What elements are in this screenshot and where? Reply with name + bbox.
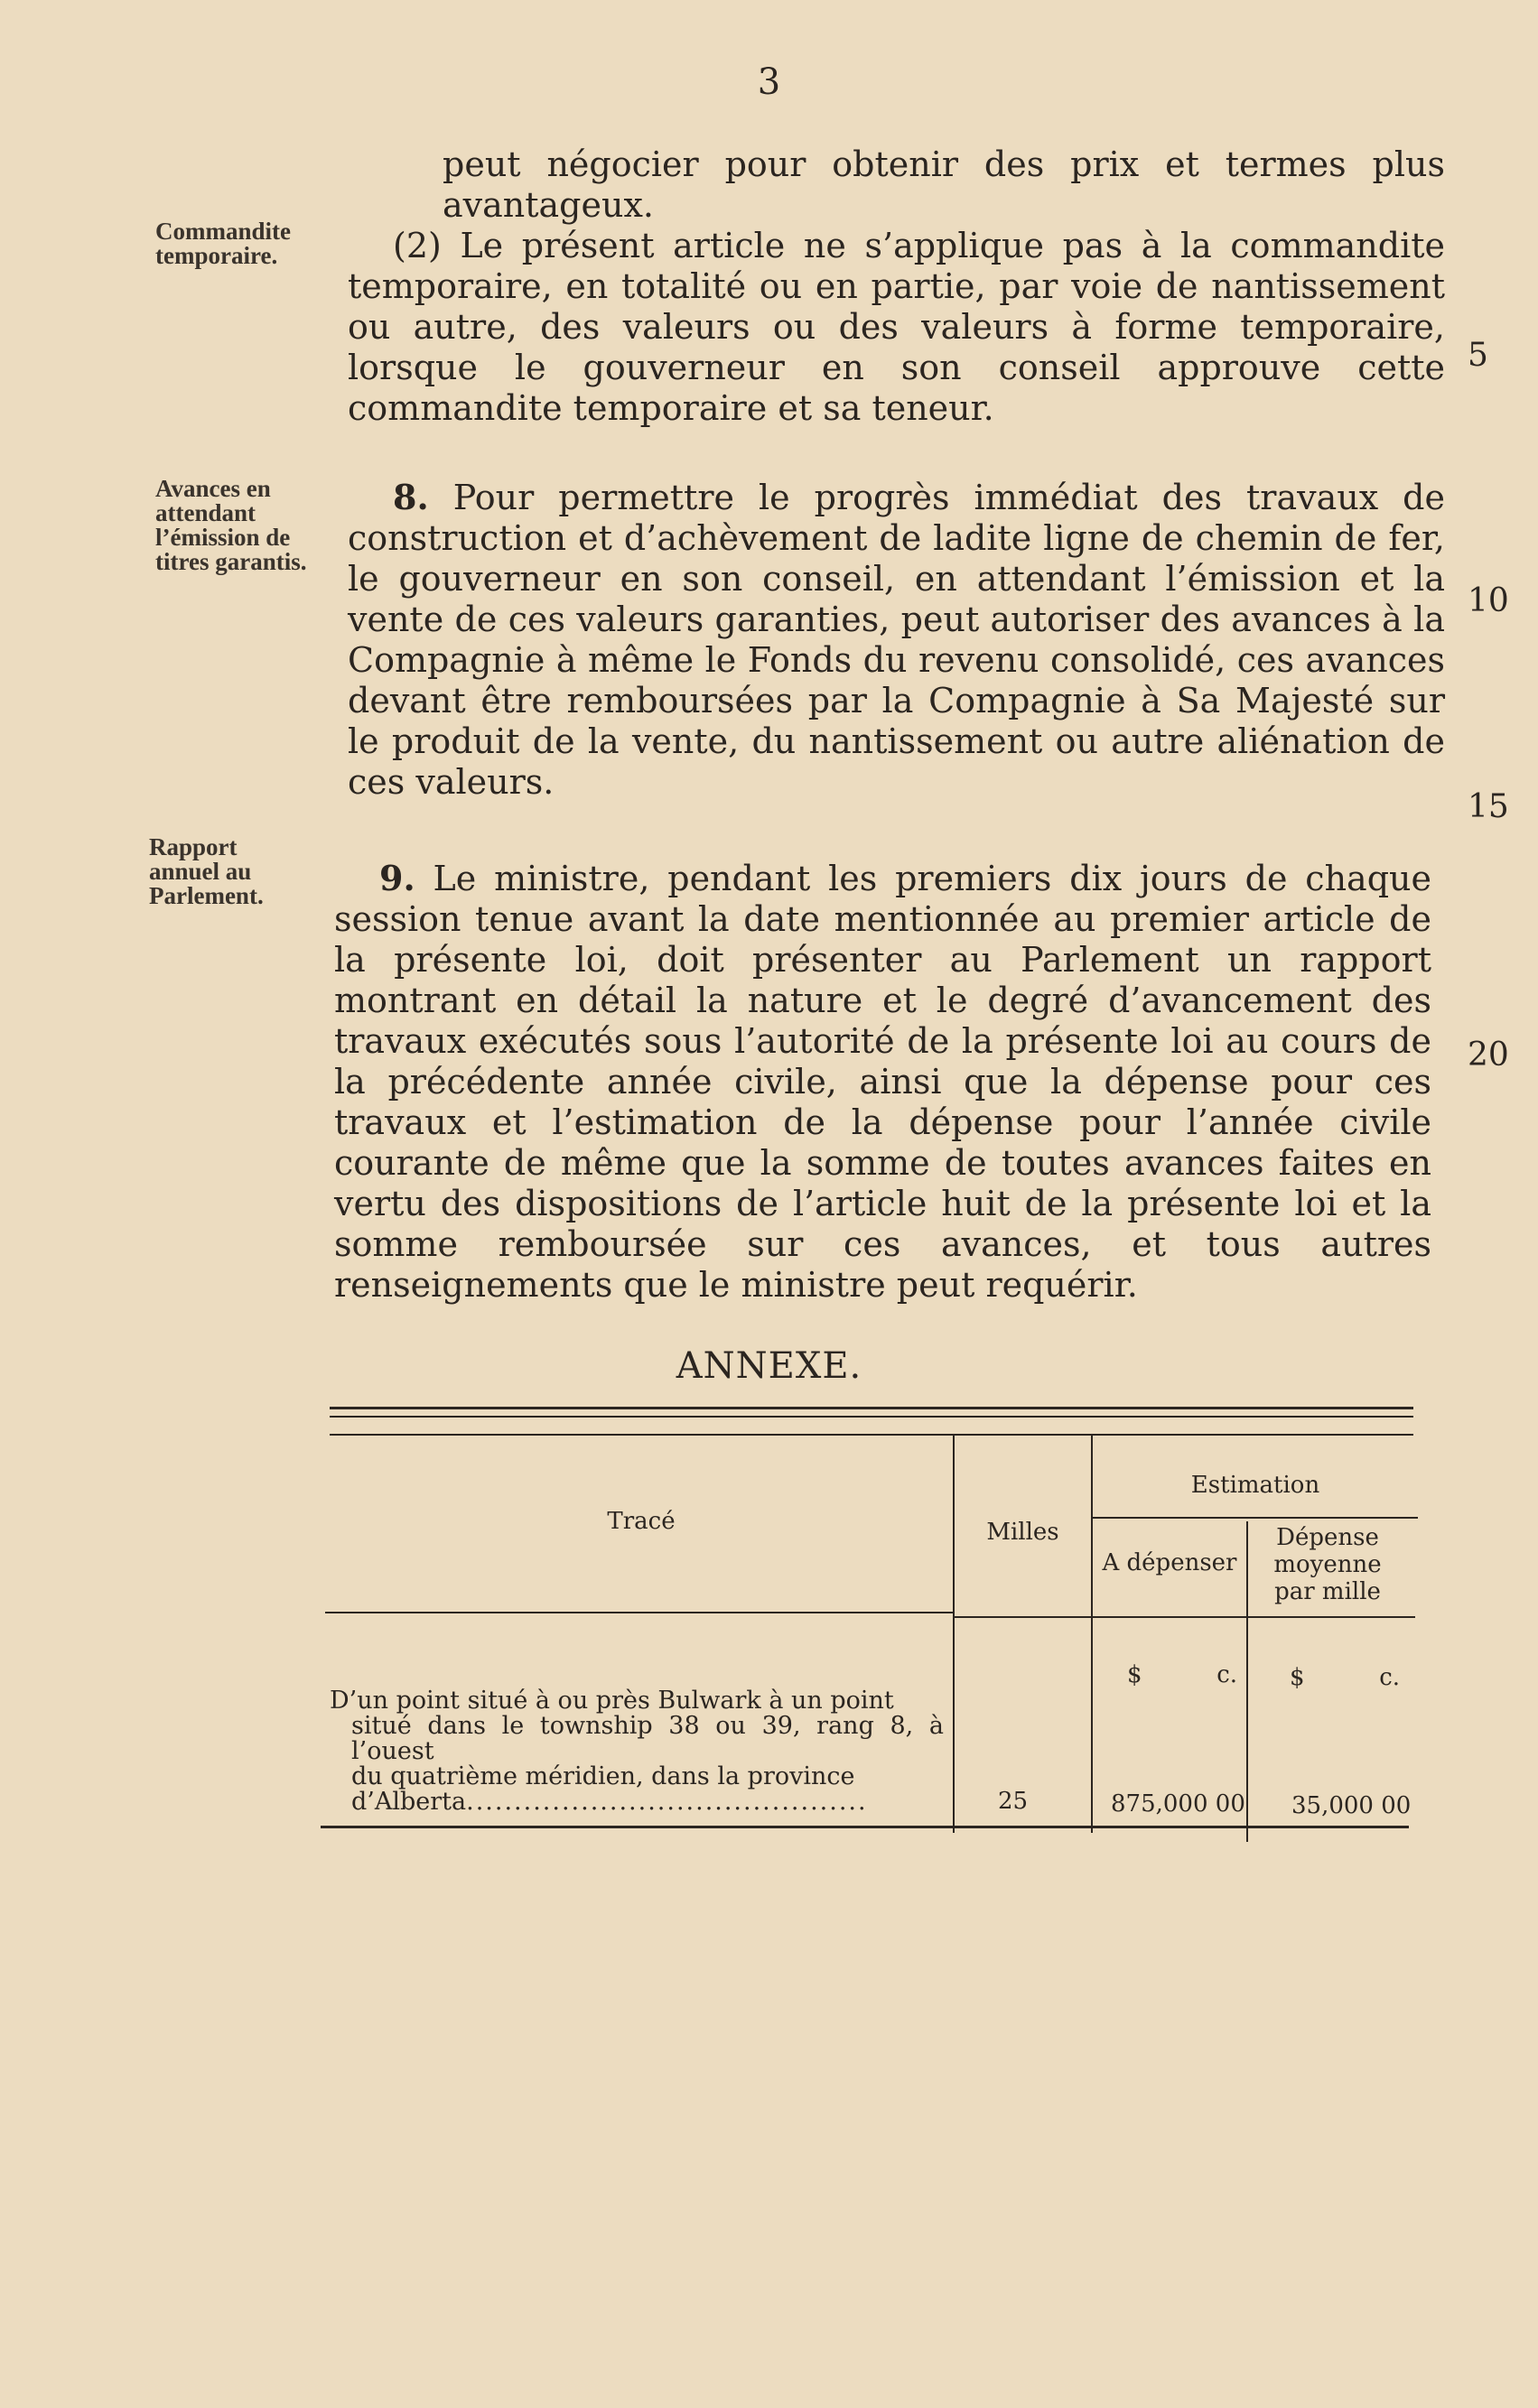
- page-number: 3: [757, 61, 781, 103]
- section-number-8: 8.: [393, 477, 429, 517]
- header-estimate: Estimation: [1190, 1472, 1320, 1499]
- margin-note-commandite: Commandite temporaire.: [155, 218, 291, 269]
- value-avg-per-mile: 35,000 00: [1291, 1792, 1412, 1819]
- route-description: D’un point situé à ou près Bulwark à un point situé dans le township 38 ou 39, rang 8, à l’ouest du quatrième méridien, dans la province d’Alberta..........................................: [330, 1687, 944, 1816]
- table-header-rule-right: [955, 1616, 1415, 1618]
- header-avg-per-mile: Dépense moyenne par mille: [1273, 1524, 1382, 1605]
- line-number-10: 10: [1468, 582, 1509, 619]
- table-top-rule-2: [330, 1416, 1413, 1418]
- header-to-spend: A dépenser: [1102, 1549, 1237, 1576]
- table-top-rule-3: [330, 1434, 1413, 1436]
- margin-note-rapport: Rapport annuel au Parlement.: [149, 833, 264, 909]
- table-col-rule-3: [1246, 1521, 1248, 1842]
- unit-avg-per-mile: $ c.: [1290, 1664, 1401, 1691]
- table-header-rule-left: [325, 1612, 953, 1613]
- annex-title: ANNEXE.: [676, 1345, 862, 1387]
- table-col-rule-1: [953, 1436, 955, 1833]
- value-miles: 25: [998, 1788, 1029, 1815]
- table-top-rule: [330, 1407, 1413, 1409]
- header-miles: Milles: [986, 1519, 1059, 1546]
- unit-to-spend: $ c.: [1127, 1661, 1238, 1688]
- paragraph-section-8: 8. Pour permettre le progrès immédiat des travaux de construction et d’achèvement de ladite ligne de chemin de fer, le gouverneur en son conseil, en attendant l’émission et la vente de ces valeurs garanties, peut autoriser des avances à la Compagnie à même le Fonds du revenu consolidé, ces avances devant être remboursées par la Compagnie à Sa Majesté sur le produit de la vente, du nantissement ou autre aliénation de ces valeurs.: [348, 477, 1445, 802]
- header-route: Tracé: [607, 1508, 676, 1535]
- value-to-spend: 875,000 00: [1111, 1790, 1245, 1818]
- section-number-9: 9.: [379, 858, 415, 898]
- line-number-5: 5: [1468, 337, 1488, 374]
- paragraph-section-9: 9. Le ministre, pendant les premiers dix jours de chaque session tenue avant la date mentionnée au premier article de la présente loi, doit présenter au Parlement un rapport montrant en détail la nature et le degré d’avancement des travaux exécutés sous l’autorité de la présente loi au cours de la précédente année civile, ainsi que la dépense pour ces travaux et l’estimation de la dépense pour l’année civile courante de même que la somme de toutes avances faites en vertu des dispositions de l’article huit de la présente loi et la somme remboursée sur ces avances, et tous autres renseignements que le ministre peut requérir.: [334, 858, 1431, 1305]
- table-bottom-rule: [321, 1826, 1409, 1828]
- line-number-20: 20: [1468, 1037, 1509, 1074]
- table-estimate-rule: [1091, 1517, 1418, 1519]
- paragraph-continuation: peut négocier pour obtenir des prix et termes plus avantageux.: [443, 144, 1445, 225]
- margin-note-avances: Avances en attendant l’émission de titres garantis.: [155, 475, 307, 575]
- line-number-15: 15: [1468, 788, 1509, 825]
- paragraph-subsection-2: (2) Le présent article ne s’applique pas à la commandite temporaire, en totalité ou en partie, par voie de nantissement ou autre, des valeurs ou des valeurs à forme temporaire, lorsque le gouverneur en son conseil approuve cette commandite temporaire et sa teneur.: [348, 226, 1445, 428]
